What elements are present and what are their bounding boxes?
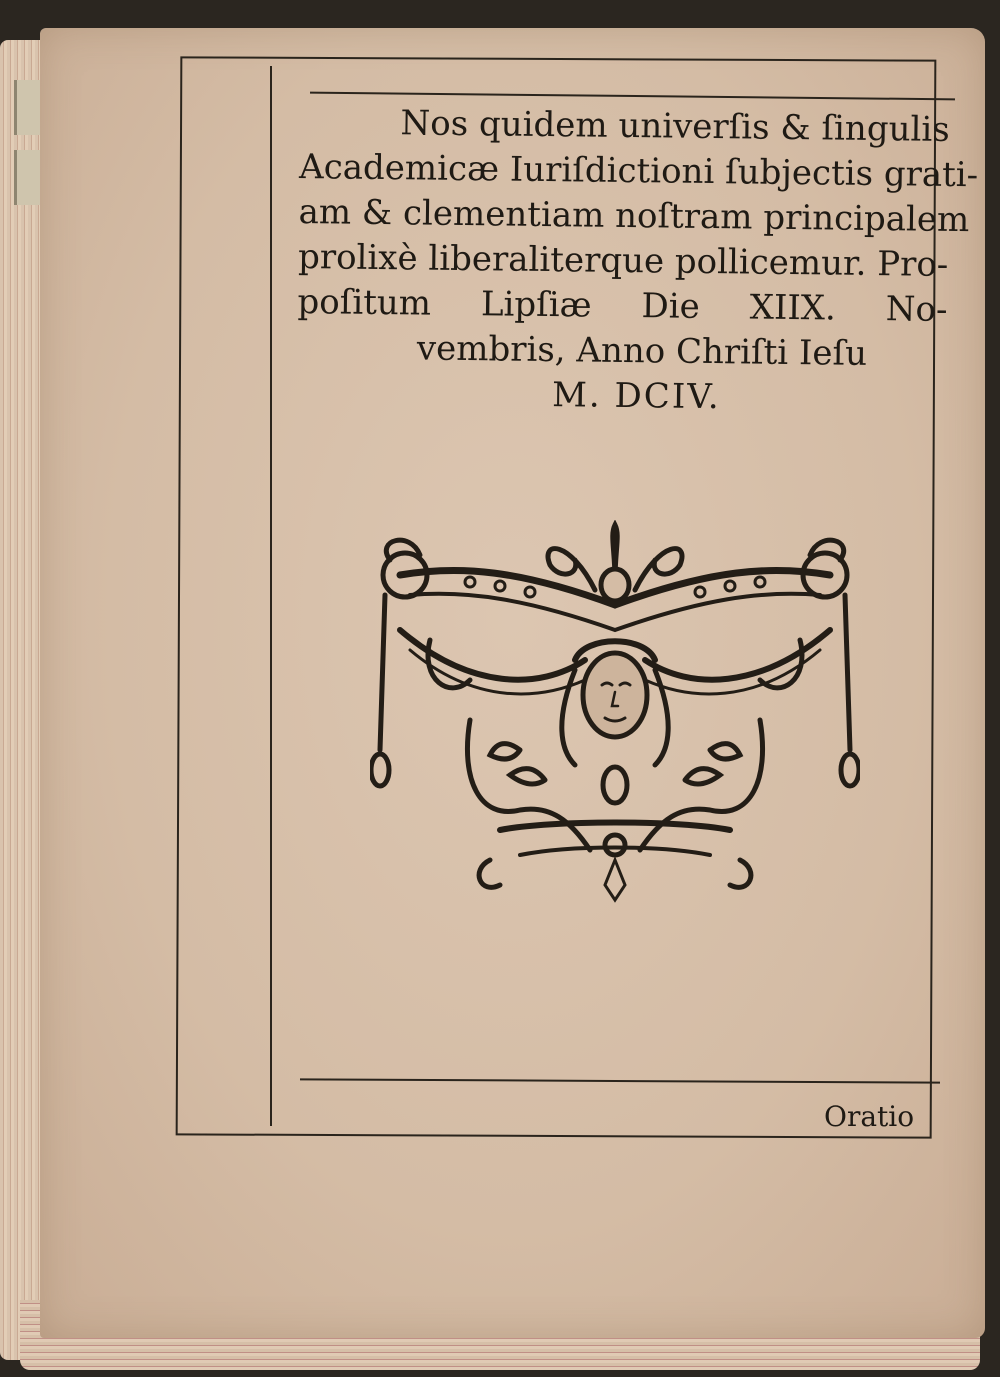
- text-line: Nos quidem univerſis & ſingulis: [400, 103, 950, 150]
- date-line: M. DCIV.: [551, 375, 721, 418]
- text-line: vembris, Anno Chriſti Ieſu: [416, 328, 868, 374]
- text-line: Academicæ Iuriſdictioni ſubjectis grati-: [298, 146, 979, 196]
- catchword: Oratio: [824, 1100, 915, 1133]
- text-line: poſitum Lipſiæ Die XIIX. No-: [297, 281, 948, 330]
- text-line: am & clementiam noſtram principalem: [298, 191, 970, 241]
- text-line: prolixè liberaliterque pollicemur. Pro-: [297, 236, 949, 285]
- woodcut-ornament-icon: [370, 520, 860, 910]
- frame-inner-rule: [270, 66, 272, 1126]
- proclamation-text: [296, 100, 979, 423]
